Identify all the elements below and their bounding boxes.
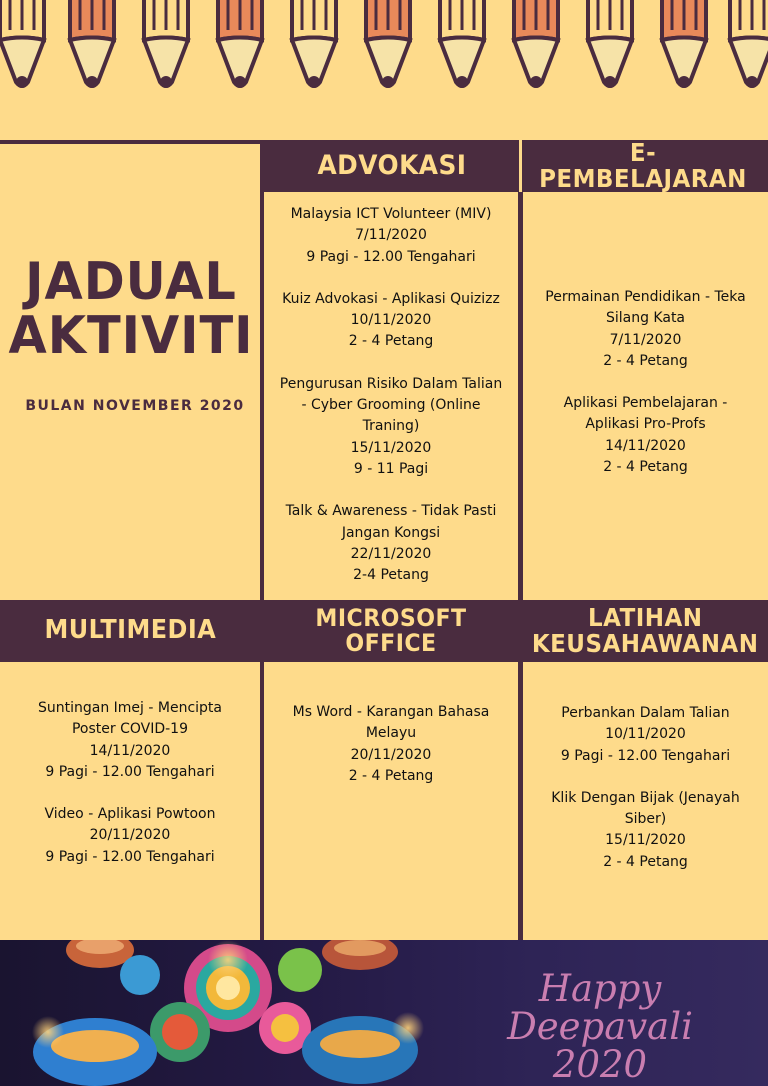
activity-line: 15/11/2020	[350, 439, 432, 456]
epembelajaran-header: E-PEMBELAJARAN	[518, 140, 768, 192]
pencil-lead	[604, 76, 616, 88]
activity-line: Klik Dengan Bijak (Jenayah	[551, 789, 740, 806]
pencil-lead	[678, 76, 690, 88]
activity-item	[523, 393, 768, 478]
activity-line: 2 - 4 Petang	[603, 459, 688, 476]
activity-line: 9 Pagi - 12.00 Tengahari	[45, 763, 215, 780]
activity-line: Ms Word - Karangan Bahasa	[292, 704, 490, 720]
pencil-lead	[382, 76, 394, 88]
title-line-1: JADUAL	[25, 252, 237, 312]
activity-line: Aplikasi Pro-Profs	[585, 416, 706, 433]
multimedia-list	[0, 698, 260, 889]
activity-line: 20/11/2020	[89, 827, 171, 844]
activity-item	[264, 702, 518, 787]
microsoft-list	[264, 702, 518, 808]
pencil-lead	[456, 76, 468, 88]
header-divider	[519, 140, 522, 192]
activity-line: Kuiz Advokasi - Aplikasi Quizizz	[282, 290, 500, 307]
activity-line: 2 - 4 Petang	[603, 352, 688, 369]
microsoft-header: MICROSOFT OFFICE	[315, 603, 467, 657]
activity-item	[523, 788, 768, 873]
activity-line: 2 - 4 Petang	[348, 333, 434, 350]
pencil-lead	[234, 76, 246, 88]
pencil-border	[0, 0, 768, 100]
activity-line: 10/11/2020	[350, 312, 432, 329]
activity-line: Malaysia ICT Volunteer (MIV)	[290, 206, 492, 222]
activity-line: 20/11/2020	[350, 746, 432, 763]
activity-line: Silang Kata	[605, 310, 686, 327]
activity-line: Suntingan Imej - Mencipta	[37, 700, 222, 716]
activity-line: 15/11/2020	[605, 832, 686, 849]
multimedia-header: MULTIMEDIA	[44, 615, 216, 646]
deepavali-greeting	[440, 967, 760, 1086]
activity-line: Siber)	[624, 811, 667, 828]
activity-line: 10/11/2020	[605, 726, 686, 743]
activity-item	[0, 804, 260, 868]
activity-item	[264, 501, 518, 586]
greeting-line-1: Happy Deepavali	[507, 967, 693, 1048]
activity-line: Pengurusan Risiko Dalam Talian	[279, 375, 503, 392]
activity-line: Talk & Awareness - Tidak Pasti	[285, 503, 497, 520]
pencil-lead	[308, 76, 320, 88]
activity-item	[523, 287, 768, 372]
activity-item	[264, 289, 518, 353]
pencil-lead	[160, 76, 172, 88]
page-title	[0, 252, 262, 366]
activity-line: 2 - 4 Petang	[603, 853, 688, 870]
pencil-lead	[746, 76, 758, 88]
activity-line: 7/11/2020	[609, 331, 682, 348]
activity-line: 9 Pagi - 12.00 Tengahari	[306, 248, 476, 265]
pencil-lead	[530, 76, 542, 88]
keusahawanan-list	[523, 703, 768, 894]
keusahawanan-header: LATIHAN KEUSAHAWANAN	[532, 602, 759, 658]
activity-item	[0, 698, 260, 783]
greeting-line-2: 2020	[552, 1043, 648, 1086]
title-line-2: AKTIVITI	[8, 306, 254, 366]
pencil-lead	[86, 76, 98, 88]
activity-item	[264, 204, 518, 268]
activity-line: Aplikasi Pembelajaran -	[563, 395, 728, 412]
activity-line: 2 - 4 Petang	[348, 767, 434, 784]
activity-line: 9 Pagi - 12.00 Tengahari	[560, 747, 731, 764]
activity-line: 22/11/2020	[350, 545, 432, 562]
activity-item	[264, 374, 518, 480]
advokasi-list	[264, 204, 518, 607]
advokasi-header: ADVOKASI	[260, 140, 523, 192]
activity-line: - Cyber Grooming (Online	[301, 397, 481, 414]
activity-line: 7/11/2020	[355, 227, 427, 244]
activity-line: Jangan Kongsi	[341, 524, 441, 541]
activity-line: Permainan Pendidikan - Teka	[545, 289, 746, 305]
activity-item	[523, 703, 768, 767]
epembelajaran-list	[523, 287, 768, 499]
pencil-icon	[730, 0, 768, 40]
activity-line: Poster COVID-19	[71, 721, 188, 738]
pencil-lead	[16, 76, 28, 88]
activity-line: 9 Pagi - 12.00 Tengahari	[45, 848, 215, 865]
activity-line: 14/11/2020	[605, 437, 686, 454]
activity-line: Video - Aplikasi Powtoon	[44, 806, 216, 823]
activity-line: Perbankan Dalam Talian	[561, 705, 730, 721]
activity-line: 9 - 11 Pagi	[353, 460, 429, 477]
activity-line: Traning)	[362, 418, 420, 435]
activity-line: Melayu	[365, 725, 417, 742]
activity-line: 14/11/2020	[89, 742, 171, 759]
subtitle: BULAN NOVEMBER 2020	[25, 398, 245, 414]
activity-line: 2-4 Petang	[353, 567, 429, 584]
